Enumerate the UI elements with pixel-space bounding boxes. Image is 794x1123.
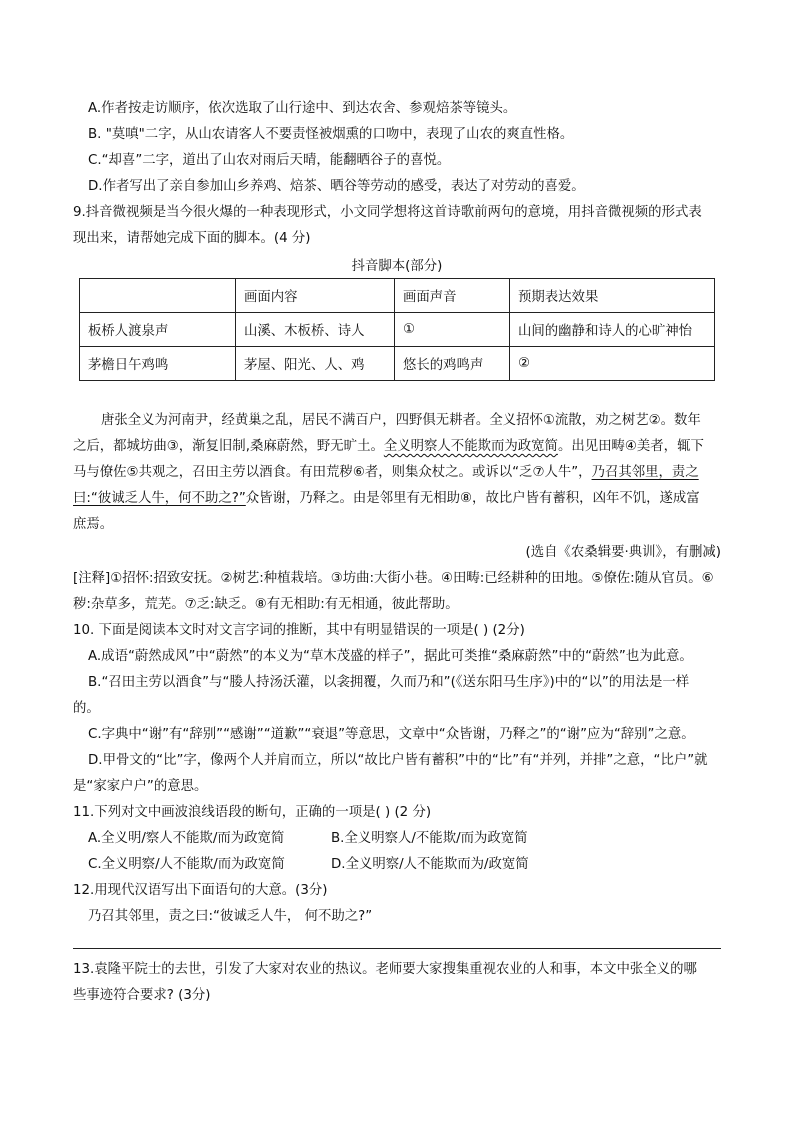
notes-line2: 秽:杂草多，荒芜。⑦乏:缺乏。⑧有无相助:有无相通，彼此帮助。: [73, 597, 459, 612]
q11-stem: 11.下列对文中画波浪线语段的断句，正确的一项是( ) (2 分): [73, 805, 432, 820]
table-row: [80, 313, 715, 347]
q8-option-b: B. "莫嗔"二字，从山农请客人不要责怪被烟熏的口吻中，表现了山农的爽直性格。: [88, 127, 574, 142]
notes-line1: [注释]①招怀:招致安抚。②树艺:种植栽培。③坊曲:大街小巷。④田畴:已经耕种的田地。⑤僚佐:随从官员。⑥: [73, 571, 714, 586]
passage-text: 唐张全义为河南尹，经黄巢之乱，居民不满百户，四野俱无耕者。全义招怀①流散，劝之树艺②。数年: [101, 413, 701, 428]
q8-option-d: D.作者写出了亲自参加山乡养鸡、焙茶、晒谷等劳动的感受，表达了对劳动的喜爱。: [88, 179, 585, 194]
table-cell: 茅檐日午鸡鸣: [80, 347, 236, 381]
q8-option-a: A.作者按走访顺序，依次选取了山行途中、到达农舍、参观焙茶等镜头。: [88, 101, 517, 116]
wavy-underlined-text: 全义明察人不能欺而为政宽简: [383, 439, 558, 454]
q9-stem-line1: 9.抖音微视频是当今很火爆的一种表现形式，小文同学想将这首诗歌前两句的意境，用抖音微视频的形式表: [73, 205, 702, 220]
table-cell: 茅屋、阳光、人、鸡: [236, 347, 395, 381]
q12-quote: 乃召其邻里，责之曰:“彼诚乏人牛， 何不助之?”: [88, 909, 373, 924]
q10-option-d-line1: D.甲骨文的“比”字，像两个人并肩而立，所以“故比户皆有蓄积”中的“比”有“并列，并排”之意，“比户”就: [88, 753, 708, 768]
passage-text: 之后，都城坊曲③，渐复旧制,桑麻蔚然，野无旷土。: [73, 439, 384, 454]
passage-source: (选自《农桑辑要·典训》，有删减): [525, 545, 721, 560]
passage-line2: [73, 434, 721, 460]
underlined-text: 曰:“彼诚乏人牛，何不助之?”: [73, 491, 246, 506]
passage-line5: [73, 512, 721, 538]
passage-line4: [73, 486, 721, 512]
underlined-text: 乃召其邻里，责之: [591, 465, 699, 480]
table-caption: 抖音脚本(部分): [351, 259, 443, 274]
q9-stem-line2: 现出来，请帮她完成下面的脚本。(4 分): [73, 231, 311, 246]
q11-option-c: C.全义明察/人不能欺/而为政宽简: [88, 857, 285, 872]
q10-option-d-line2: 是“家家户户”的意思。: [73, 779, 208, 794]
q8-option-c: C.“却喜”二字，道出了山农对雨后天晴，能翻晒谷子的喜悦。: [88, 153, 451, 168]
q10-option-a: A.成语“蔚然成风”中“蔚然”的本义为“草木茂盛的样子”，据此可类推“桑麻蔚然”中的“蔚然”也为此意。: [88, 649, 693, 664]
q13-stem-line2: 些事迹符合要求? (3分): [73, 988, 211, 1003]
table-header-cell: 预期表达效果: [510, 279, 715, 313]
table-header-row: [80, 279, 715, 313]
answer-divider: [73, 948, 721, 949]
q10-stem: 10. 下面是阅读本文时对文言字词的推断，其中有明显错误的一项是( ) (2分): [73, 623, 525, 638]
q10-option-c: C.字典中“谢”有“辞别”“感谢”“道歉”“衰退”等意思，文章中“众皆谢，乃释之”的“谢”应为“辞别”之意。: [88, 727, 695, 742]
table-cell: ①: [395, 313, 510, 347]
q11-option-b: B.全义明察人/不能欺/而为政宽简: [331, 831, 528, 846]
table-cell: 山溪、木板桥、诗人: [236, 313, 395, 347]
table-cell: ②: [510, 347, 715, 381]
script-table: [79, 278, 715, 381]
q13-stem-line1: 13.袁隆平院士的去世，引发了大家对农业的热议。老师要大家搜集重视农业的人和事，本文中张全义的哪: [73, 962, 697, 977]
q12-stem: 12.用现代汉语写出下面语句的大意。(3分): [73, 883, 328, 898]
table-header-cell: [80, 279, 236, 313]
passage-text: 众皆谢，乃释之。由是邻里有无相助⑧，故比户皆有蓄积，凶年不饥，遂成富: [245, 491, 700, 506]
q10-option-b-line2: 的。: [73, 701, 100, 716]
passage-line3: [73, 460, 721, 486]
passage-line1: [73, 408, 721, 434]
table-cell: 悠长的鸡鸣声: [395, 347, 510, 381]
table-header-cell: 画面声音: [395, 279, 510, 313]
table-header-cell: 画面内容: [236, 279, 395, 313]
table-cell: 板桥人渡泉声: [80, 313, 236, 347]
table-row: [80, 347, 715, 381]
passage-text: 马与僚佐⑤共观之，召田主劳以酒食。有田荒秽⑥者，则集众杖之。或诉以“乏⑦人牛”，: [73, 465, 592, 480]
table-cell: 山间的幽静和诗人的心旷神怡: [510, 313, 715, 347]
q11-option-d: D.全义明察/人不能欺而为/政宽简: [331, 857, 529, 872]
q10-option-b-line1: B.“召田主劳以酒食”与“媵人持汤沃灌，以衾拥覆，久而乃和”(《送东阳马生序》)中的“以”的用法是一样: [88, 675, 690, 690]
passage-text: 庶焉。: [73, 517, 114, 532]
q11-option-a: A.全义明/察人不能欺/而为政宽简: [88, 831, 285, 846]
passage-text: 。出见田畴④美者，辄下: [557, 439, 704, 454]
